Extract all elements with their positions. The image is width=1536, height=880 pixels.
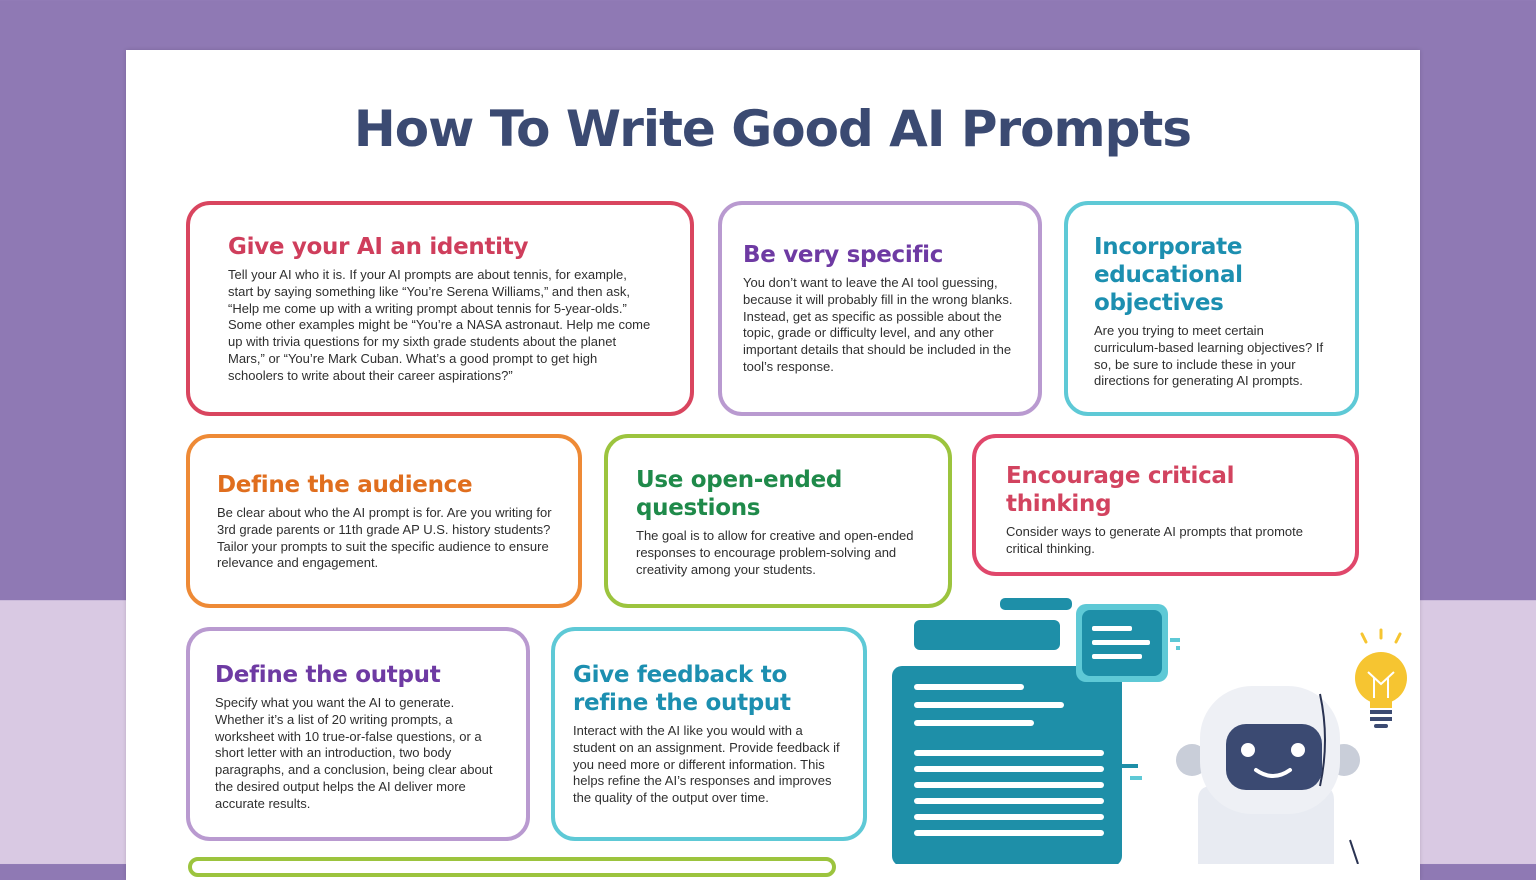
card-output — [186, 627, 530, 841]
card-heading: Define the audience — [217, 472, 473, 498]
card-heading: Be very specific — [743, 242, 944, 268]
card-body: Interact with the AI like you would with a student on an assignment. Provide feedback if you need more or different information. This helps refine the AI’s responses and improves the quality of the output over time. — [573, 723, 840, 806]
next-card-edge — [188, 857, 836, 877]
card-body: You don’t want to leave the AI tool guessing, because it will probably fill in the wrong blanks. Instead, get as specific as possible about the topic, grade or difficulty level, and any other important details that should be included in the tool’s response. — [743, 275, 1013, 374]
card-heading: Give feedback to refine the output — [573, 662, 791, 716]
card-identity — [186, 201, 694, 416]
ai-illustration — [880, 590, 1420, 864]
card-open-ended — [604, 434, 952, 608]
card-body: Are you trying to meet certain curriculum-based learning objectives? If so, be sure to include these in your directions for generating AI prompts. — [1094, 323, 1324, 389]
card-audience — [186, 434, 582, 608]
card-body: Specify what you want the AI to generate. Whether it’s a list of 20 writing prompts, a worksheet with 10 true-or-false questions, or a short letter with an introduction, two body paragraphs, and a conclusion, being clear about the desired output helps the AI deliver more accurate results. — [215, 695, 493, 811]
card-heading: Give your AI an identity — [228, 234, 529, 260]
card-feedback — [551, 627, 867, 841]
lightbulb-icon — [1355, 630, 1407, 728]
card-body: The goal is to allow for creative and open-ended responses to encourage problem-solving and creativity among your students. — [636, 528, 914, 577]
card-heading: Define the output — [215, 662, 441, 688]
card-specific — [718, 201, 1042, 416]
page-title: How To Write Good AI Prompts — [353, 100, 1192, 158]
card-body: Consider ways to generate AI prompts that promote critical thinking. — [1006, 524, 1303, 556]
card-heading: Encourage critical thinking — [1006, 463, 1235, 517]
robot-icon — [1176, 686, 1360, 864]
chat-bubble-icon — [1076, 604, 1180, 682]
card-heading: Use open-ended questions — [636, 467, 843, 521]
card-body: Be clear about who the AI prompt is for. Are you writing for 3rd grade parents or 11th grade AP U.S. history students? Tailor your prompts to suit the specific audience to ensure relevance and engagement. — [217, 505, 552, 571]
card-body: Tell your AI who it is. If your AI prompts are about tennis, for example, start by saying something like “You’re Serena Williams,” and then ask, “Help me come up with a writing prompt about tennis for 5-year-olds.” Some other examples might be “You’re a NASA astronaut. Help me come up with trivia questions for my sixth grade students about the planet Mars,” or “You’re Mark Cuban. What’s a good prompt to get high schoolers to write about their career aspirations?” — [228, 267, 651, 383]
card-heading: Incorporate educational objectives — [1094, 234, 1243, 316]
card-critical-thinking — [972, 434, 1359, 576]
card-objectives — [1064, 201, 1359, 416]
